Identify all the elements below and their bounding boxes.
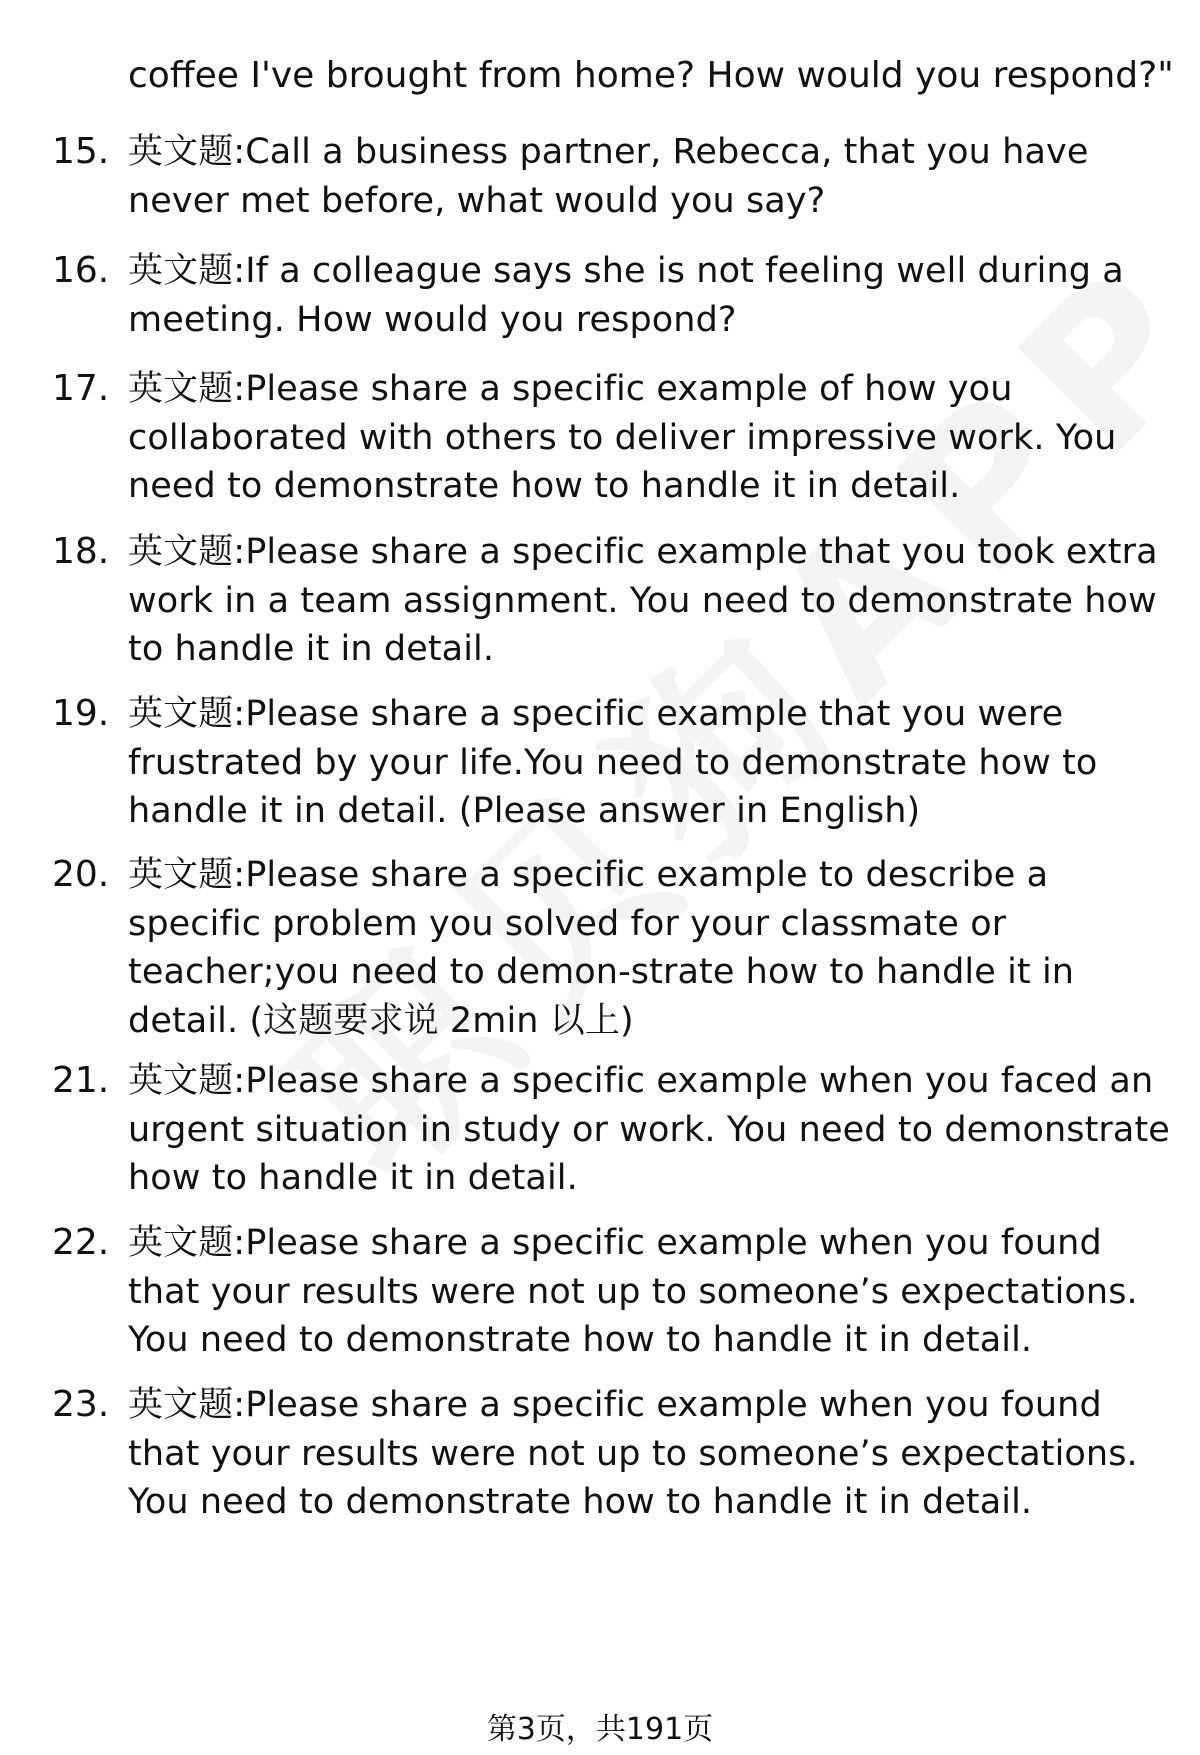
item-number: 22.: [52, 1222, 110, 1263]
item-text: 英文题:Please share a specific example when you faced an urgent situation in study or work. You need to demonstrate how to handle it in detail.: [128, 1061, 1170, 1198]
item-text: 英文题:Call a business partner, Rebecca, that you have never met before, what would you say?: [128, 132, 1089, 221]
item-number: 16.: [52, 250, 110, 291]
page-footer: 第3页，共191页: [486, 1712, 714, 1747]
item-number: 23.: [52, 1384, 110, 1425]
item-number: 20.: [52, 854, 110, 895]
continuation-text: coffee I've brought from home? How would you respond?": [128, 55, 1174, 96]
item-number: 21.: [52, 1060, 110, 1101]
item-number: 15.: [52, 131, 110, 172]
item-text: 英文题:If a colleague says she is not feeling well during a meeting. How would you respond?: [128, 251, 1124, 340]
item-text: 英文题:Please share a specific example of how you collaborated with others to deliver impressive work. You need to demonstrate how to handle it in detail.: [128, 369, 1117, 506]
item-number: 19.: [52, 693, 110, 734]
item-number: 17.: [52, 368, 110, 409]
item-text: 英文题:Please share a specific example when you found that your results were not up to someone’s expectations. You need to demonstrate how to handle it in detail.: [128, 1385, 1138, 1522]
item-text: 英文题:Please share a specific example that you were frustrated by your life.You need to demonstrate how to handle it in detail. (Please answer in English): [128, 694, 1098, 831]
item-number: 18.: [52, 531, 110, 572]
item-text: 英文题:Please share a specific example that you took extra work in a team assignment. You need to demonstrate how to handle it in detail.: [128, 532, 1158, 669]
item-text: 英文题:Please share a specific example when you found that your results were not up to someone’s expectations. You need to demonstrate how to handle it in detail.: [128, 1223, 1138, 1360]
item-text: 英文题:Please share a specific example to describe a specific problem you solved for your classmate or teacher;you need to demon-strate how to handle it in detail. (这题要求说 2min 以上): [128, 855, 1075, 1041]
